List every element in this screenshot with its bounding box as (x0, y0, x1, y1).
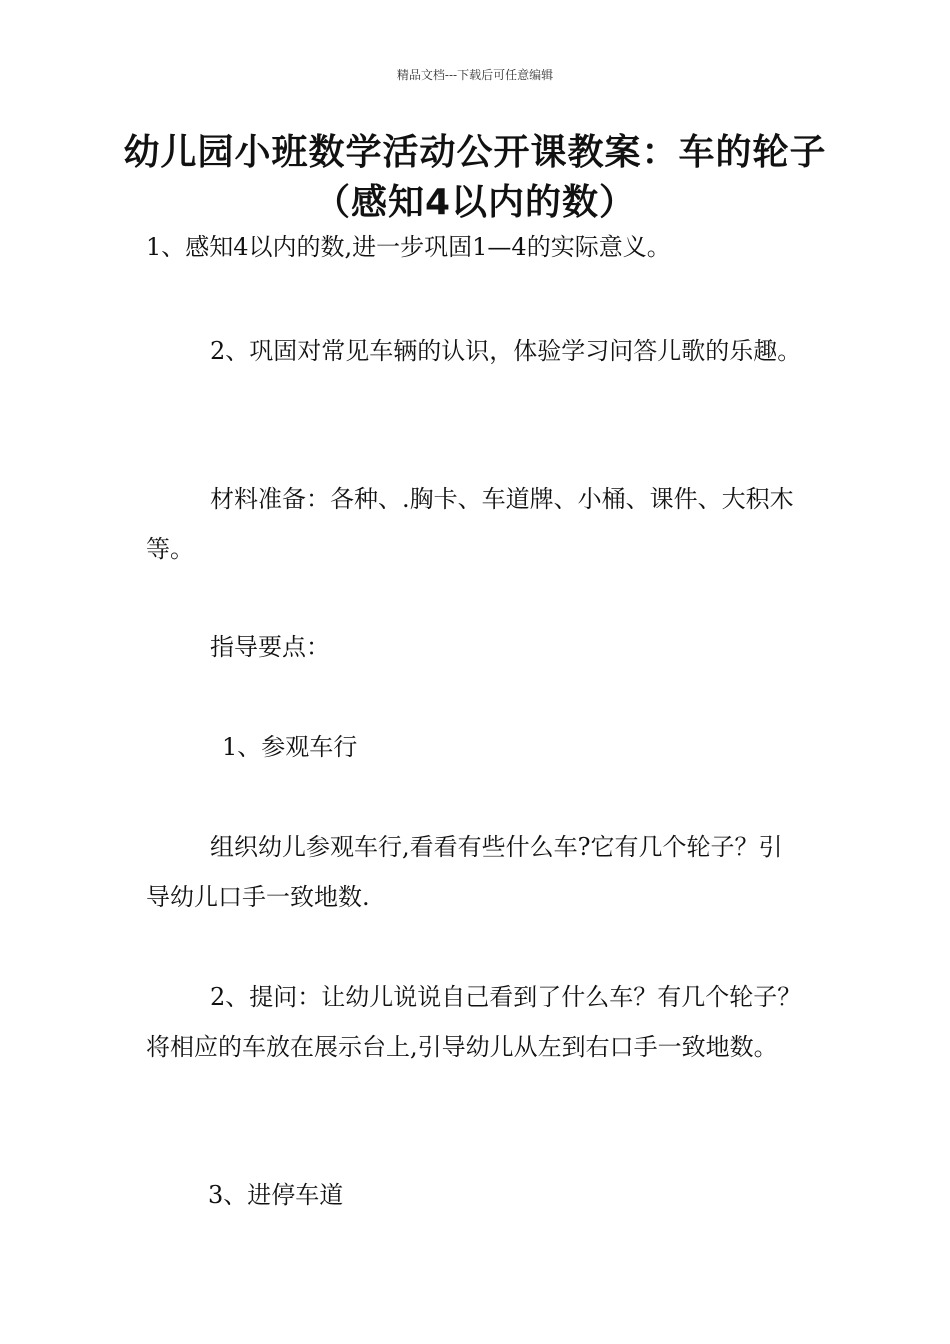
paragraph-guidance-heading: 指导要点： (210, 633, 330, 661)
paragraph-step-3: 3、进停车道 (208, 1181, 344, 1209)
page-header: 精品文档---下载后可任意编辑 (396, 68, 554, 82)
paragraph-objective-2: 2、巩固对常见车辆的认识，体验学习问答儿歌的乐趣。 (210, 337, 802, 365)
paragraph-materials: 材料准备：各种、.胸卡、车道牌、小桶、课件、大积木等。 (146, 485, 794, 563)
paragraph-objective-1: 1、感知4以内的数,进一步巩固1—4的实际意义。 (146, 233, 671, 261)
paragraph-step-1-detail: 组织幼儿参观车行,看看有些什么车?它有几个轮子？引导幼儿口手一致地数. (146, 833, 783, 911)
paragraph-step-1: 1、参观车行 (222, 733, 358, 761)
document-title: 幼儿园小班数学活动公开课教案：车的轮子（感知4以内的数） (123, 132, 827, 223)
paragraph-step-2: 2、提问：让幼儿说说自己看到了什么车？有几个轮子？将相应的车放在展示台上,引导幼儿从左到右口手一致地数。 (146, 983, 802, 1061)
